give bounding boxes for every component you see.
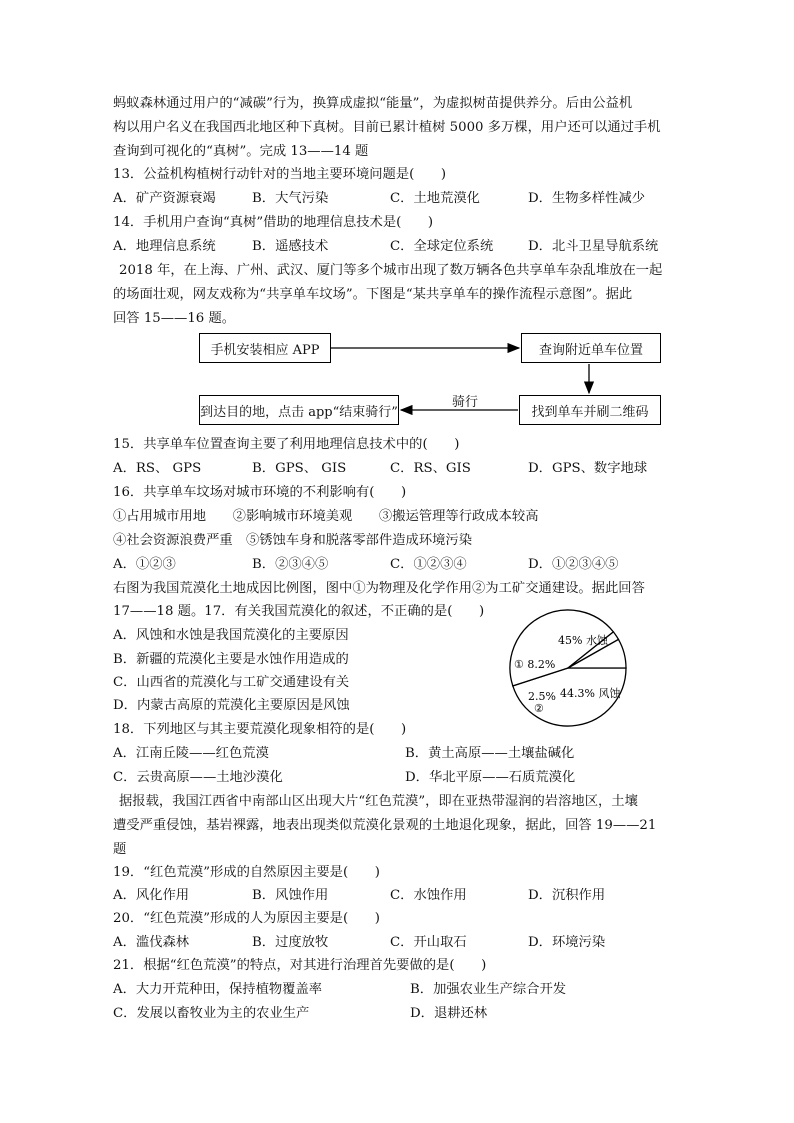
q15-option-b: B．GPS、 GIS [252, 461, 347, 476]
q14-option-a: A．地理信息系统 [113, 239, 216, 254]
q14-option-d: D．北斗卫星导航系统 [528, 239, 659, 254]
q18-stem: 18．下列地区与其主要荒漠化现象相符的是( ) [113, 722, 407, 737]
q17-option-b: B．新疆的荒漠化主要是水蚀作用造成的 [113, 652, 349, 667]
flow-step-install-app: 手机安装相应 APP [199, 333, 331, 363]
q16-option-a: A．①②③ [113, 557, 176, 572]
q20-option-a: A．滥伐森林 [113, 935, 190, 950]
q13-stem: 13．公益机构植树行动针对的当地主要环境问题是( ) [113, 167, 447, 182]
pie-label-physical-chemical: ① 8.2% [514, 658, 556, 671]
intro3-line1: 右图为我国荒漠化土地成因比例图，图中①为物理及化学作用②为工矿交通建设。据此回答 [113, 581, 645, 596]
q18-option-d: D．华北平原——石质荒漠化 [405, 770, 576, 785]
q19-option-a: A．风化作用 [113, 888, 190, 903]
q13-option-d: D．生物多样性减少 [528, 191, 646, 206]
q15-stem: 15．共享单车位置查询主要了利用地理信息技术中的( ) [113, 437, 460, 452]
q13-option-c: C．土地荒漠化 [390, 191, 480, 206]
q13-option-b: B．大气污染 [252, 191, 329, 206]
q16-items-1: ①占用城市用地 ②影响城市环境美观 ③搬运管理等行政成本较高 [113, 509, 539, 524]
pie-label-mining-transport-pct: 2.5% [528, 690, 556, 703]
intro4-line2: 遭受严重侵蚀，基岩裸露，地表出现类似荒漠化景观的土地退化现象，据此，回答 19——21 [113, 818, 657, 833]
pie-label-mining-transport-marker: ② [534, 702, 544, 715]
q17-option-a: A．风蚀和水蚀是我国荒漠化的主要原因 [113, 628, 349, 643]
q13-option-a: A．矿产资源衰竭 [113, 191, 216, 206]
q16-option-b: B．②③④⑤ [252, 557, 329, 572]
q19-option-c: C．水蚀作用 [390, 888, 467, 903]
q15-option-c: C．RS、GIS [390, 461, 471, 476]
q21-stem: 21．根据“红色荒漠”的特点，对其进行治理首先要做的是( ) [113, 958, 487, 973]
flow-step-end-ride: 到达目的地，点击 app“结束骑行” [199, 395, 399, 425]
intro1-line3: 查询到可视化的“真树”。完成 13——14 题 [113, 144, 369, 159]
q15-option-a: A．RS、 GPS [113, 461, 202, 476]
pie-label-water-erosion: 45% 水蚀 [558, 634, 608, 647]
q18-option-b: B．黄土高原——土壤盐碱化 [405, 746, 575, 761]
q21-option-b: B．加强农业生产综合开发 [410, 982, 567, 997]
q17-option-c: C．山西省的荒漠化与工矿交通建设有关 [113, 675, 350, 690]
q20-stem: 20．“红色荒漠”形成的人为原因主要是( ) [113, 911, 380, 926]
intro4-line1: 据报载，我国江西省中南部山区出现大片“红色荒漠”，即在亚热带湿润的岩溶地区，土壤 [119, 794, 638, 809]
q15-option-d: D．GPS、数字地球 [528, 461, 648, 476]
intro4-line3: 题 [113, 842, 127, 857]
q18-option-c: C．云贵高原——土地沙漠化 [113, 770, 283, 785]
intro2-line3: 回答 15——16 题。 [113, 311, 236, 326]
q21-option-c: C．发展以畜牧业为主的农业生产 [113, 1006, 310, 1021]
q19-stem: 19．“红色荒漠”形成的自然原因主要是( ) [113, 865, 380, 880]
q14-option-c: C．全球定位系统 [390, 239, 494, 254]
intro2-line2: 的场面壮观，网友戏称为“共享单车坟场”。下图是“某共享单车的操作流程示意图”。据此 [113, 287, 633, 302]
q19-option-d: D．沉积作用 [528, 888, 606, 903]
q14-option-b: B．遥感技术 [252, 239, 329, 254]
q20-option-d: D．环境污染 [528, 935, 606, 950]
desertification-cause-pie-chart [506, 608, 636, 728]
q14-stem: 14．手机用户查询“真树”借助的地理信息技术是( ) [113, 215, 434, 230]
pie-label-wind-erosion: 44.3% 风蚀 [560, 687, 621, 700]
q16-option-c: C．①②③④ [390, 557, 467, 572]
intro2-line1: 2018 年，在上海、广州、武汉、厦门等多个城市出现了数万辆各色共享单车杂乱堆放在一起 [119, 263, 663, 278]
q16-option-d: D．①②③④⑤ [528, 557, 619, 572]
q21-option-a: A．大力开荒种田，保持植物覆盖率 [113, 982, 323, 997]
flow-step-query-location: 查询附近单车位置 [521, 333, 661, 363]
q18-option-a: A．江南丘陵——红色荒漠 [113, 746, 269, 761]
flow-step-scan-qr: 找到单车并刷二维码 [519, 395, 661, 425]
flow-arrow-label: 骑行 [452, 395, 479, 410]
q17-option-d: D．内蒙古高原的荒漠化主要原因是风蚀 [113, 698, 350, 713]
q20-option-b: B．过度放牧 [252, 935, 329, 950]
intro3-line2: 17——18 题。17．有关我国荒漠化的叙述，不正确的是( ) [113, 604, 485, 619]
intro1-line2: 构以用户名义在我国西北地区种下真树。目前已累计植树 5000 多万棵，用户还可以通过手机 [113, 120, 661, 135]
q19-option-b: B．风蚀作用 [252, 888, 329, 903]
q21-option-d: D．退耕还林 [410, 1006, 488, 1021]
q16-items-2: ④社会资源浪费严重 ⑤锈蚀车身和脱落零部件造成环境污染 [113, 533, 473, 548]
q20-option-c: C．开山取石 [390, 935, 467, 950]
intro1-line1: 蚂蚁森林通过用户的“减碳”行为，换算成虚拟“能量”，为虚拟树苗提供养分。后由公益机 [113, 96, 633, 111]
q16-stem: 16．共享单车坟场对城市环境的不利影响有( ) [113, 485, 407, 500]
